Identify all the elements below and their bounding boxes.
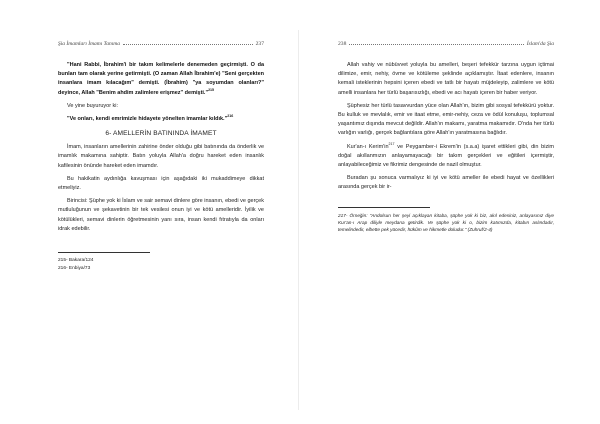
para-3-start: Kur'an-ı Kerim'in bbox=[347, 143, 389, 150]
para-3-rest: ve Peygamber-i Ekrem'in (s.a.a) işaret ettikleri gibi, din bizim doğal akıllanmızın anlayamayacağı bir takım gerçekleri ve eğitileri içermiştir, anlayabileceğimiz ve fikrimiz dengesinde de nazil olmuştur. bbox=[338, 143, 554, 169]
right-page bbox=[300, 0, 600, 424]
footnote-216: 216- Enbiya/73 bbox=[58, 266, 91, 272]
quote-1-text: "Hani Rabbi, İbrahim'i bir takım kelimelerle denemeden geçirmişti. O da bunları tam olarak yerine getirmişti. (O zaman Allah İbrahim'e) "Seni gerçekten insanlara imam kılacağım" demişti. (İbrahim) "ya soyumdan olanları?" deyince, Allah "Benim ahdim zalimlere erişmez" demişti." bbox=[58, 62, 264, 96]
footnote-rule bbox=[58, 252, 150, 253]
right-paragraph-4: Buradan şu sonuca varmalıyız ki iyi ve kötü ameller ile ebedi hayat ve özellikleri arasında gerçek bir ir- bbox=[338, 175, 554, 191]
footnote-215: 215- Bakara/124 bbox=[58, 258, 94, 264]
left-paragraph-3: Birincisi: Şüphe yok ki İslam ve sair semavi dinlere göre insanın, ebedi ve gerçek mutluluğunun ve şekavetinin bir tek vesilesi onun iyi ve kötü amelleridir. İyilik ve kötülükleri, semavi dinlerin öğretmesinin yanı sıra, insan kendi fıtratıyla da onları idrak edebilir. bbox=[58, 198, 264, 232]
footnote-rule bbox=[338, 207, 430, 208]
left-paragraph-2: Bu hakikatin aydınlığa kavuşması için aşağıdaki iki mukaddimeye dikkat etmeliyiz. bbox=[58, 175, 264, 192]
right-paragraph-3 bbox=[338, 143, 554, 171]
continuation-text: Ve yine buyuruyor ki: bbox=[67, 102, 119, 109]
left-page-number: 237 bbox=[255, 41, 264, 47]
left-paragraph-1: İmam, insanların amellerinin zahirine önder olduğu gibi batınında da önderlik ve imamlık makamına sahiptir. Batın yoluyla Allah'a doğru hareket eden insanlık kafilesinin önünde hareket eden imamdır. bbox=[58, 144, 264, 169]
left-header-title: Şia İmamları İmamı Tanıma bbox=[58, 41, 120, 47]
header-dotted-rule bbox=[123, 44, 253, 45]
quran-quote-1 bbox=[58, 61, 264, 98]
left-running-header bbox=[58, 38, 264, 47]
right-page-number: 238 bbox=[338, 41, 347, 47]
quran-quote-2 bbox=[58, 115, 264, 124]
footnote-ref-216: 216 bbox=[227, 114, 234, 119]
footnote-ref-215: 215 bbox=[208, 87, 215, 92]
right-running-header bbox=[338, 38, 554, 47]
right-paragraph-2: Şüphesiz her türlü tasavvurdan yüce olan Allah'ın, bizim gibi sosyal tefekkürü yoktur. Bu kulluk ve mevlalık, emir ve itaat etme, emir-nehiy, ceza ve ödül konuluşu, toplumsal yaşantımız dışında mevcut değildir. Allah'ın makamı, yaratma makamıdır. O'nda her türlü varlığın varlığı, gerçek bağlantılara göre Allah'ın yaratmasına bağlıdır. bbox=[338, 102, 554, 137]
footnote-217: 217- Örneğin: "Andolsun her şeyi açıklayan kitaba, şüphe yok ki biz, akıl edesiniz, anlayasınız diye Kur'an-ı Arap diliyle meydana getirdik. Ve şüphe yok ki o, bizim katımızda, kitabın aslındadır, temelindedir, elbette pek yücedir, hükûm ve hikmetle doludur." (Zuhruf/2-4) bbox=[338, 212, 554, 233]
right-header-title: İslam'da Şia bbox=[526, 41, 554, 47]
header-dotted-rule bbox=[349, 44, 523, 45]
section-heading: 6- AMELLERİN BATININDA İMAMET bbox=[105, 130, 217, 138]
footnote-ref-217: 217 bbox=[388, 141, 395, 146]
quote-2-text: "Ve onları, kendi emrimizle hidayete yönelten imamlar kıldık." bbox=[67, 116, 228, 123]
right-paragraph-1: Allah vahiy ve nübüvvet yoluyla bu amelleri, beşeri tefekkür tarzına uygun içtimai dilimize, emir, nehiy, övme ve kötüleme şeklinde açıklamıştır. İtaat edenlere, insanın kemali isteklerinin hepsini içeren ebedi ve tatlı bir hayatı müjdeleyip, zalimlere ve kötü amelli insanlara her türlü başarısızlığı, ebedi ve acı hayatı içeren bir haber veriyor. bbox=[338, 62, 554, 96]
